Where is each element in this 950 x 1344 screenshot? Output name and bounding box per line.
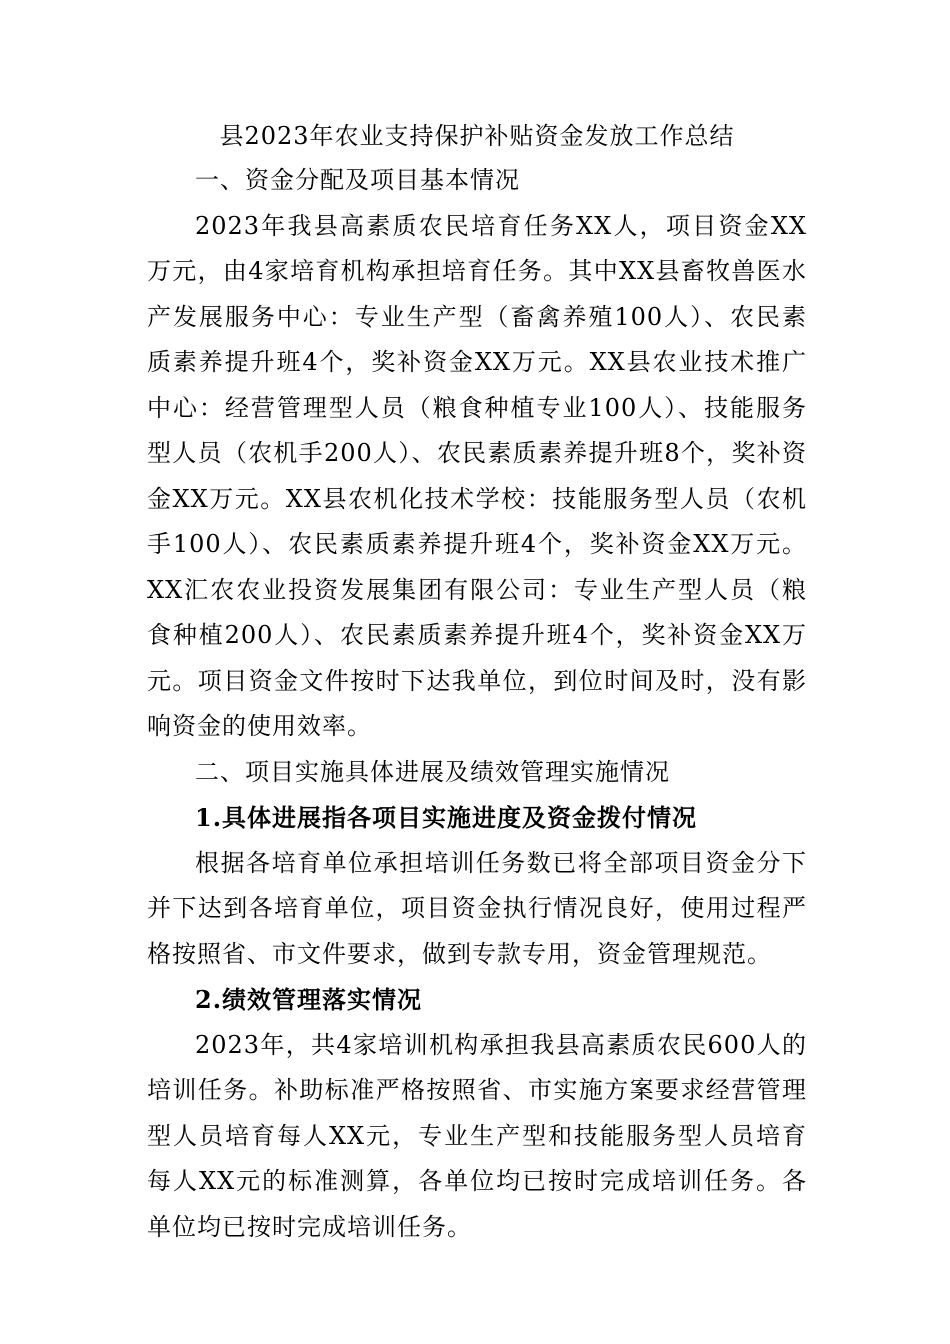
- subsection-2-paragraph: 2023年，共4家培训机构承担我县高素质农民600人的培训任务。补助标准严格按照省、市实施方案要求经营管理型人员培育每人XX元，专业生产型和技能服务型人员培育每人XX元的标准测算，各单位均已按时完成培训任务。各单位均已按时完成培训任务。: [147, 1030, 807, 1241]
- subsection-1-paragraph: 根据各培育单位承担培训任务数已将全部项目资金分下并下达到各培育单位，项目资金执行情况良好，使用过程严格按照省、市文件要求，做到专款专用，资金管理规范。: [147, 848, 807, 968]
- section-2-heading: 二、项目实施具体进展及绩效管理实施情况: [195, 757, 670, 786]
- subsection-2-heading: 2.绩效管理落实情况: [195, 985, 423, 1014]
- section-1-paragraph: 2023年我县高素质农民培育任务XX人，项目资金XX万元，由4家培育机构承担培育任务。其中XX县畜牧兽医水产发展服务中心：专业生产型（畜禽养殖100人）、农民素质素养提升班4个，奖补资金XX万元。XX县农业技术推广中心：经营管理型人员（粮食种植专业100人）、技能服务型人员（农机手200人）、农民素质素养提升班8个，奖补资金XX万元。XX县农机化技术学校：技能服务型人员（农机手100人）、农民素质素养提升班4个，奖补资金XX万元。XX汇农农业投资发展集团有限公司：专业生产型人员（粮食种植200人）、农民素质素养提升班4个，奖补资金XX万元。项目资金文件按时下达我单位，到位时间及时，没有影响资金的使用效率。: [147, 211, 807, 740]
- document-body: [147, 114, 807, 1250]
- section-1-heading: 一、资金分配及项目基本情况: [195, 166, 520, 194]
- subsection-1-heading: 1.具体进展指各项目实施进度及资金拨付情况: [195, 803, 698, 832]
- document-title: 县2023年农业支持保护补贴资金发放工作总结: [219, 122, 735, 150]
